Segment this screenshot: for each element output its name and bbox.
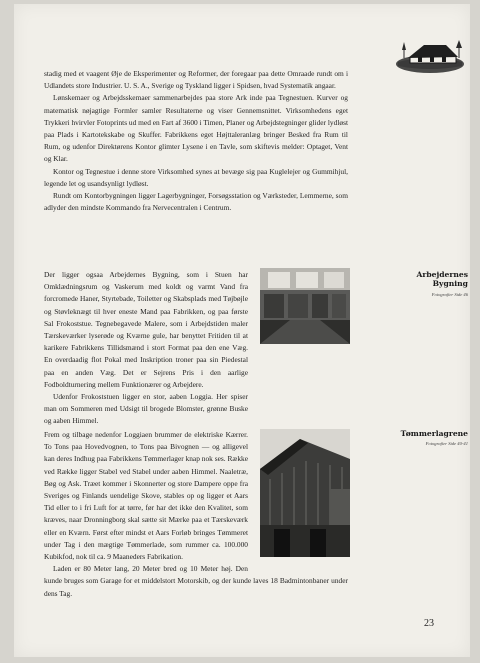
paragraph: Kontor og Tegnestue i denne store Virksomhed synes at bevæge sig paa Kuglelejer og Gummihjul, legende let og usandsynligt lydløst. xyxy=(44,166,348,188)
tommer-text-block xyxy=(44,429,348,600)
paragraph: Frem og tilbage nedenfor Loggiaen brummer de elektriske Kærrer. To Tons paa Hovedvognen, to Tons paa Bivognen — og alligevel kan deres Indhug paa Fabrikkens Tømmerlager knap nok ses. Række ved Række ligger Stabel ved Stabel under aaben Himmel. Naaletræ, Bøg og Ask. Træet kommer i Skonnerter og store Dampere oppe fra Sveriges og Finlands uendelige Skove, stables op og ligger et Aars Tid eller to i fri Luft for at tørre, før har det ikke den Kvalitet, som kræves, naar Dronningborg skal sætte sit Mærke paa et Tærskeværk eller en Kværn. Først efter mindst et Aars Forløb bringes Tømmeret under Tag i den mægtige Tømmerlade, som rummer ca. 100.000 Kubikfod, nok til ca. 9 Maaneders Fabrikation. xyxy=(44,430,248,562)
heading-line: Arbejdernes xyxy=(416,270,468,279)
paragraph xyxy=(44,269,348,391)
paragraph: Rundt om Kontorbygningen ligger Lagerbygninger, Forsøgsstation og Værksteder, Lemmerne, som adlyder den mindste Kommando fra Nervecentralen i Centrum. xyxy=(44,191,348,213)
sidebar-heading-arbejdernes xyxy=(368,270,468,288)
paragraph: Laden er 80 Meter lang, 20 Meter bred og 10 Meter høj. Den kunde bruges som Garage for et middelstort Motorskib, og der kunde laves 18 Badmintonbaner under dens Tag. xyxy=(44,564,348,598)
sidebar-heading-tommerlagrene: Tømmerlagrene xyxy=(400,429,468,438)
sidebar-sub-tommerlagrene: Fotografier Side 40-41 xyxy=(425,441,468,446)
heading-line: Bygning xyxy=(432,279,468,288)
paragraph: Lønskemaer og Arbejdsskemaer sammenarbejdes paa store Ark inde paa Tegnestuen. Kurver og matematisk nøjagtige Formler samler Resultaterne og viser Gennemsnittet. Virksomhedens eget Trykkeri hvirvler Fotoprints ud med en Fart af 3600 i Timen, Planer og Arbejdstegninger glider lydløst paa Plads i Kartotekskabe og Skuffer. Fabrikkens eget Højttaleranlæg bringer Besked fra Rum til Rum, og udenfor Direktørens Kontor glimter Lysene i en Tavle, som skiftevis melder: Optaget, Vent og Klar. xyxy=(44,93,348,164)
arbejdernes-text-block xyxy=(44,269,348,428)
book-page xyxy=(14,4,470,657)
paragraph: Udenfor Frokoststuen ligger en stor, aaben Loggia. Her spiser man om Sommeren med Udsigt til brogede Blomster, grønne Buske og aaben Himmel. xyxy=(44,392,248,426)
sidebar-sub-arbejdernes: Fotografier Side 46 xyxy=(431,292,468,297)
paragraph-text: Der ligger ogsaa Arbejdernes Bygning, som i Stuen har Omklædningsrum og Vaskerum med koldt og varmt Vand fra forcromede Haner, Styrtebade, Toiletter og Skabsplads med Tøjbøjle og Støvleknægt til hver eneste Mand paa Fabrikken, og paa første Sal Frokoststue. Tegnebegavede Malere, som i Arbejdstiden maler Tærskeværker lyserøde og Kværne gule, har benyttet Fritiden til at karikere Fabrikkens Tillidsmænd i stort Format paa den ene Væg. En overdaadig flot Pokal med Inskription troner paa sin Piedestal paa en anden Væg. Det er Sejrens Pris i den aarlige Fodboldturnering mellem Funktionærer og Arbejdere. xyxy=(44,270,248,389)
barn-house-emblem-icon xyxy=(394,36,466,76)
page-number: 23 xyxy=(424,618,434,629)
intro-text-block xyxy=(44,68,348,214)
paragraph: stadig med et vaagent Øje de Eksperimenter og Reformer, der foregaar paa dette Omraade rundt om i Udlandets store Industrier. U. S. A., Sverige og Tyskland ligger i Spidsen, hvad Systematik angaar. xyxy=(44,69,348,91)
